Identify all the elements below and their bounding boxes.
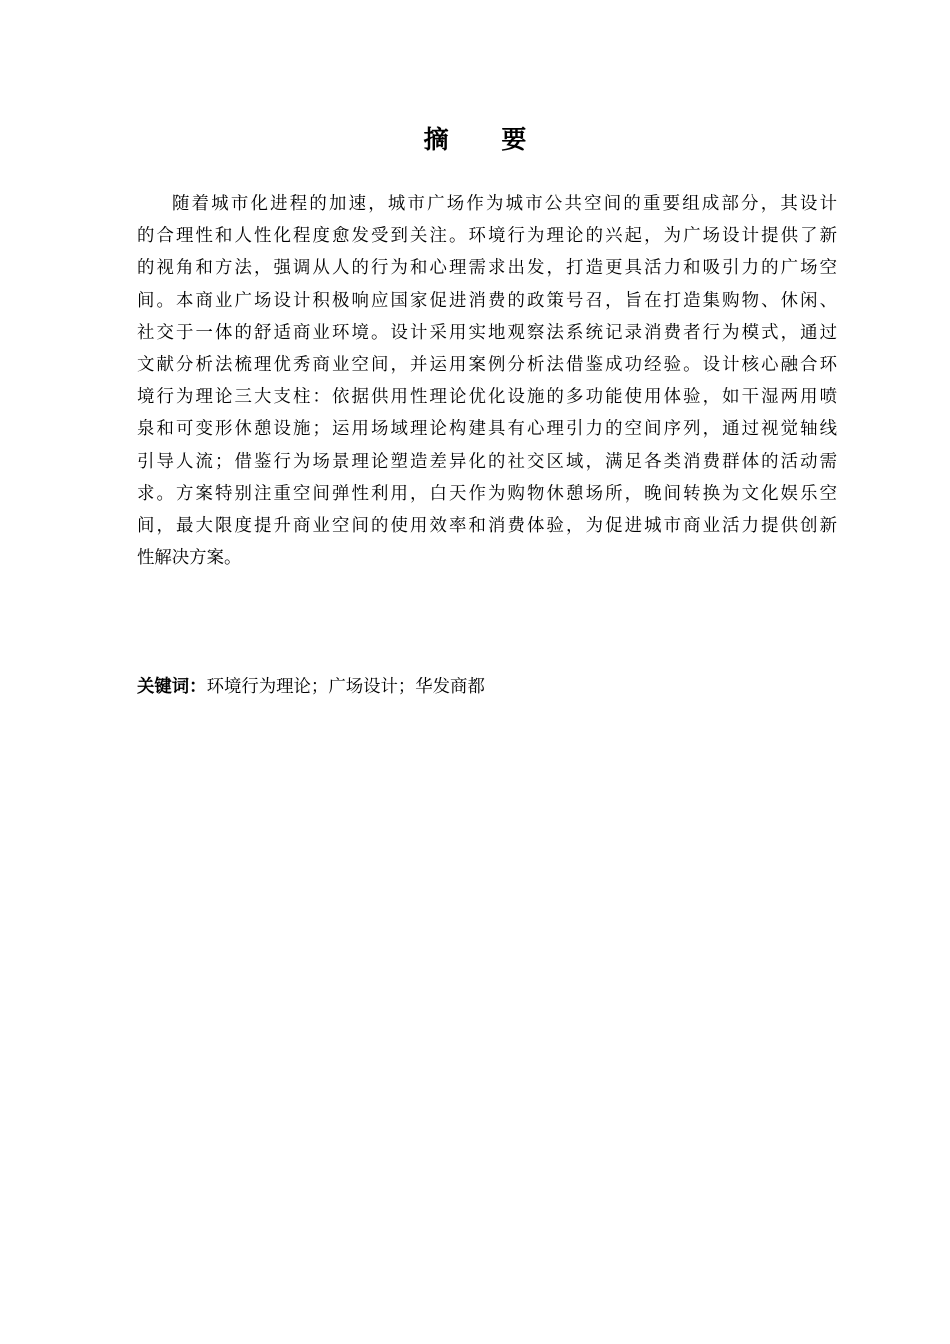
abstract-line: 求。方案特别注重空间弹性利用，白天作为购物休憩场所，晚间转换为文化娱乐空: [137, 483, 837, 504]
abstract-line: 泉和可变形休憩设施；运用场域理论构建具有心理引力的空间序列，通过视觉轴线: [137, 419, 837, 440]
abstract-body: [137, 188, 837, 574]
abstract-line: 间，最大限度提升商业空间的使用效率和消费体验，为促进城市商业活力提供创新: [137, 516, 837, 537]
abstract-line: 引导人流；借鉴行为场景理论塑造差异化的社交区域，满足各类消费群体的活动需: [137, 451, 837, 472]
keywords-line: [137, 671, 485, 703]
abstract-line: 文献分析法梳理优秀商业空间，并运用案例分析法借鉴成功经验。设计核心融合环: [137, 355, 837, 376]
keywords-value: 环境行为理论；广场设计；华发商都: [206, 677, 485, 697]
keywords-label: 关键词：: [137, 677, 207, 697]
abstract-line: 性解决方案。: [137, 548, 242, 569]
abstract-line: 社交于一体的舒适商业环境。设计采用实地观察法系统记录消费者行为模式，通过: [137, 322, 837, 343]
abstract-line: 的视角和方法，强调从人的行为和心理需求出发，打造更具活力和吸引力的广场空: [137, 258, 837, 279]
abstract-line: 随着城市化进程的加速，城市广场作为城市公共空间的重要组成部分，其设计: [172, 194, 837, 214]
abstract-line: 境行为理论三大支柱：依据供用性理论优化设施的多功能使用体验，如干湿两用喷: [137, 387, 837, 408]
abstract-line: 间。本商业广场设计积极响应国家促进消费的政策号召，旨在打造集购物、休闲、: [137, 290, 837, 311]
abstract-line: 的合理性和人性化程度愈发受到关注。环境行为理论的兴起，为广场设计提供了新: [137, 226, 837, 247]
abstract-title: 摘 要: [423, 125, 549, 154]
